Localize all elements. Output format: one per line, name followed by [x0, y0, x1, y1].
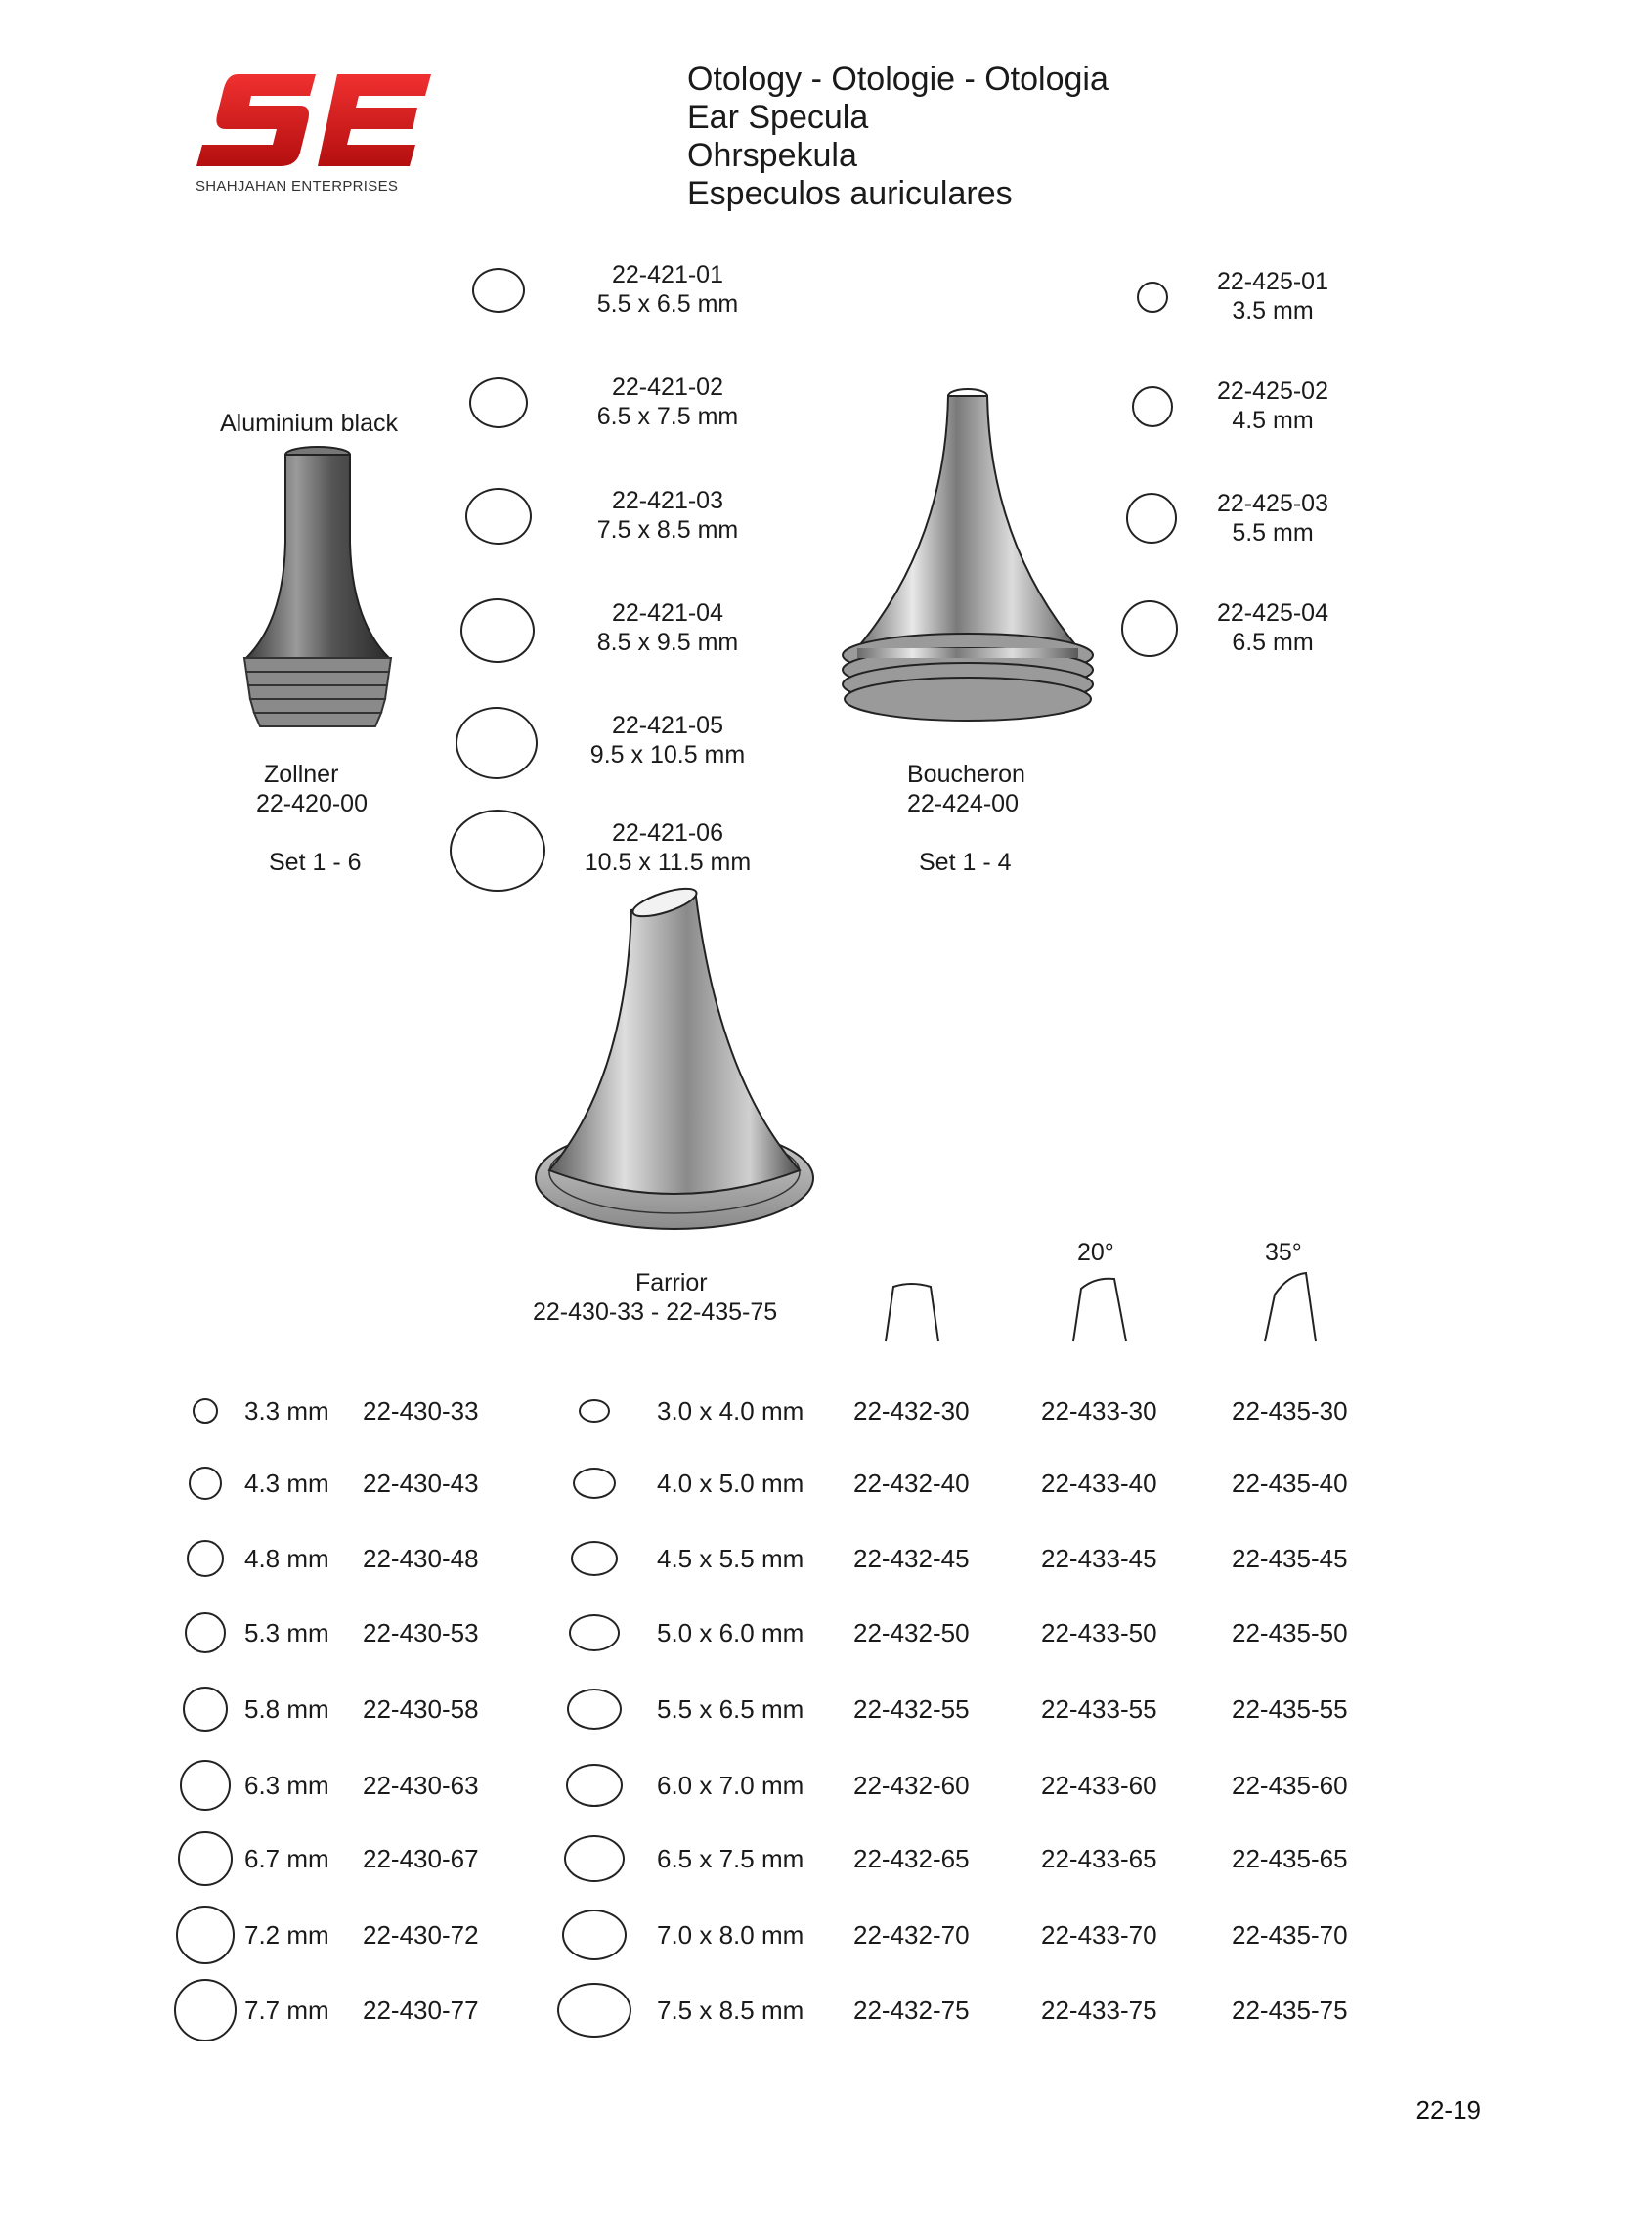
boucheron-item-size: 4.5 mm	[1232, 407, 1314, 434]
zollner-item-3	[550, 486, 785, 545]
zollner-size-oval-3	[465, 488, 532, 545]
round-size-circle	[185, 1612, 226, 1653]
code-20-degree: 22-433-40	[1041, 1469, 1157, 1498]
page-number: 22-19	[1415, 2095, 1481, 2125]
code-20-degree: 22-433-45	[1041, 1544, 1157, 1573]
oval-size: 7.5 x 8.5 mm	[657, 1996, 804, 2025]
code-20-degree: 22-433-30	[1041, 1396, 1157, 1426]
zollner-item-code: 22-421-06	[612, 819, 723, 847]
code-20-degree: 22-433-65	[1041, 1844, 1157, 1873]
oval-size: 7.0 x 8.0 mm	[657, 1920, 804, 1950]
boucheron-item-2	[1155, 376, 1390, 435]
oval-size-ellipse	[571, 1541, 618, 1576]
code-35-degree: 22-435-70	[1232, 1920, 1348, 1950]
boucheron-set: Set 1 - 4	[919, 849, 1012, 876]
tip-20-degree-icon	[1067, 1275, 1130, 1343]
boucheron-item-code: 22-425-03	[1217, 490, 1328, 517]
boucheron-item-code: 22-425-01	[1217, 268, 1328, 295]
round-code: 22-430-72	[363, 1920, 479, 1950]
code-straight: 22-432-60	[853, 1771, 970, 1800]
boucheron-item-3	[1155, 489, 1390, 548]
oval-size-ellipse	[579, 1399, 610, 1423]
oval-size-ellipse	[557, 1983, 631, 2038]
code-20-degree: 22-433-60	[1041, 1771, 1157, 1800]
oval-size: 5.5 x 6.5 mm	[657, 1694, 804, 1724]
zollner-size-oval-6	[450, 810, 545, 892]
oval-size-ellipse	[573, 1468, 616, 1499]
code-straight: 22-432-30	[853, 1396, 970, 1426]
zollner-item-size: 6.5 x 7.5 mm	[596, 403, 739, 430]
page-title-block	[687, 61, 1109, 213]
round-size-circle	[176, 1906, 235, 1964]
oval-size-ellipse	[566, 1764, 623, 1807]
boucheron-name: Boucheron	[907, 761, 1025, 788]
round-code: 22-430-67	[363, 1844, 479, 1873]
zollner-set: Set 1 - 6	[269, 849, 362, 876]
round-code: 22-430-63	[363, 1771, 479, 1800]
code-35-degree: 22-435-65	[1232, 1844, 1348, 1873]
zollner-item-4	[550, 598, 785, 657]
zollner-size-oval-5	[456, 707, 538, 779]
oval-size: 4.0 x 5.0 mm	[657, 1469, 804, 1498]
boucheron-item-1	[1155, 267, 1390, 326]
round-size: 5.8 mm	[244, 1694, 329, 1724]
tip-straight-icon	[882, 1279, 944, 1343]
zollner-item-code: 22-421-01	[612, 261, 723, 288]
oval-size-ellipse	[569, 1614, 620, 1651]
oval-size: 6.5 x 7.5 mm	[657, 1844, 804, 1873]
zollner-name: Zollner	[264, 761, 339, 788]
round-size-circle	[174, 1979, 237, 2041]
zollner-size-oval-4	[460, 598, 535, 663]
oval-size: 3.0 x 4.0 mm	[657, 1396, 804, 1426]
round-size-circle	[183, 1687, 228, 1732]
boucheron-item-size: 5.5 mm	[1232, 519, 1314, 547]
round-size-circle	[193, 1398, 218, 1424]
code-straight: 22-432-75	[853, 1996, 970, 2025]
boucheron-item-size: 3.5 mm	[1232, 297, 1314, 325]
oval-size: 4.5 x 5.5 mm	[657, 1544, 804, 1573]
tip-35-degree-icon	[1259, 1271, 1322, 1343]
farrior-speculum-illustration	[528, 885, 821, 1237]
zollner-item-code: 22-421-02	[612, 373, 723, 401]
code-straight: 22-432-45	[853, 1544, 970, 1573]
company-logo	[191, 68, 445, 205]
zollner-item-code: 22-421-04	[612, 599, 723, 627]
code-straight: 22-432-70	[853, 1920, 970, 1950]
round-size: 6.3 mm	[244, 1771, 329, 1800]
oval-size-ellipse	[567, 1689, 622, 1730]
zollner-item-code: 22-421-05	[612, 712, 723, 739]
zollner-size-oval-1	[472, 268, 525, 313]
code-35-degree: 22-435-30	[1232, 1396, 1348, 1426]
code-35-degree: 22-435-75	[1232, 1996, 1348, 2025]
zollner-speculum-illustration	[235, 445, 401, 738]
zollner-item-code: 22-421-03	[612, 487, 723, 514]
farrior-name: Farrior	[635, 1269, 708, 1296]
code-20-degree: 22-433-75	[1041, 1996, 1157, 2025]
code-35-degree: 22-435-55	[1232, 1694, 1348, 1724]
round-size: 7.7 mm	[244, 1996, 329, 2025]
round-size: 4.8 mm	[244, 1544, 329, 1573]
se-logo-mark	[191, 68, 435, 176]
code-straight: 22-432-65	[853, 1844, 970, 1873]
round-size: 4.3 mm	[244, 1469, 329, 1498]
oval-size: 6.0 x 7.0 mm	[657, 1771, 804, 1800]
zollner-item-6	[550, 818, 785, 877]
zollner-item-2	[550, 373, 785, 431]
zollner-item-size: 8.5 x 9.5 mm	[596, 629, 739, 656]
round-size: 3.3 mm	[244, 1396, 329, 1426]
zollner-item-size: 10.5 x 11.5 mm	[584, 849, 752, 876]
code-35-degree: 22-435-40	[1232, 1469, 1348, 1498]
round-code: 22-430-43	[363, 1469, 479, 1498]
code-35-degree: 22-435-45	[1232, 1544, 1348, 1573]
boucheron-item-4	[1155, 598, 1390, 657]
zollner-item-size: 7.5 x 8.5 mm	[596, 516, 739, 544]
code-straight: 22-432-40	[853, 1469, 970, 1498]
zollner-item-5	[550, 711, 785, 769]
zollner-item-size: 9.5 x 10.5 mm	[589, 741, 746, 768]
zollner-item-1	[550, 260, 785, 319]
code-straight: 22-432-55	[853, 1694, 970, 1724]
code-35-degree: 22-435-50	[1232, 1618, 1348, 1647]
round-code: 22-430-48	[363, 1544, 479, 1573]
boucheron-speculum-illustration	[836, 386, 1100, 748]
boucheron-item-code: 22-425-04	[1217, 599, 1328, 627]
company-name: SHAHJAHAN ENTERPRISES	[196, 178, 399, 195]
round-size-circle	[180, 1760, 231, 1811]
round-code: 22-430-33	[363, 1396, 479, 1426]
code-35-degree: 22-435-60	[1232, 1771, 1348, 1800]
boucheron-item-code: 22-425-02	[1217, 377, 1328, 405]
round-size: 7.2 mm	[244, 1920, 329, 1950]
boucheron-code: 22-424-00	[907, 790, 1019, 817]
oval-size-ellipse	[562, 1910, 627, 1960]
round-size-circle	[178, 1831, 233, 1886]
oval-size: 5.0 x 6.0 mm	[657, 1618, 804, 1647]
title-line-2: Ear Specula	[687, 99, 869, 136]
boucheron-item-size: 6.5 mm	[1232, 629, 1314, 656]
oval-size-ellipse	[564, 1835, 625, 1882]
code-20-degree: 22-433-50	[1041, 1618, 1157, 1647]
farrior-code-range: 22-430-33 - 22-435-75	[533, 1298, 778, 1326]
code-20-degree: 22-433-70	[1041, 1920, 1157, 1950]
round-size: 6.7 mm	[244, 1844, 329, 1873]
round-code: 22-430-77	[363, 1996, 479, 2025]
zollner-material-note: Aluminium black	[220, 410, 399, 437]
round-size: 5.3 mm	[244, 1618, 329, 1647]
zollner-size-oval-2	[469, 377, 528, 428]
code-20-degree: 22-433-55	[1041, 1694, 1157, 1724]
zollner-item-size: 5.5 x 6.5 mm	[596, 290, 739, 318]
round-size-circle	[189, 1467, 222, 1500]
round-code: 22-430-53	[363, 1618, 479, 1647]
title-line-3: Ohrspekula	[687, 137, 857, 174]
round-code: 22-430-58	[363, 1694, 479, 1724]
title-line-1: Otology - Otologie - Otologia	[687, 61, 1109, 98]
round-size-circle	[187, 1540, 224, 1577]
angle-20-label: 20°	[1077, 1239, 1114, 1266]
angle-35-label: 35°	[1265, 1239, 1302, 1266]
title-line-4: Especulos auriculares	[687, 175, 1013, 212]
zollner-code: 22-420-00	[256, 790, 368, 817]
code-straight: 22-432-50	[853, 1618, 970, 1647]
